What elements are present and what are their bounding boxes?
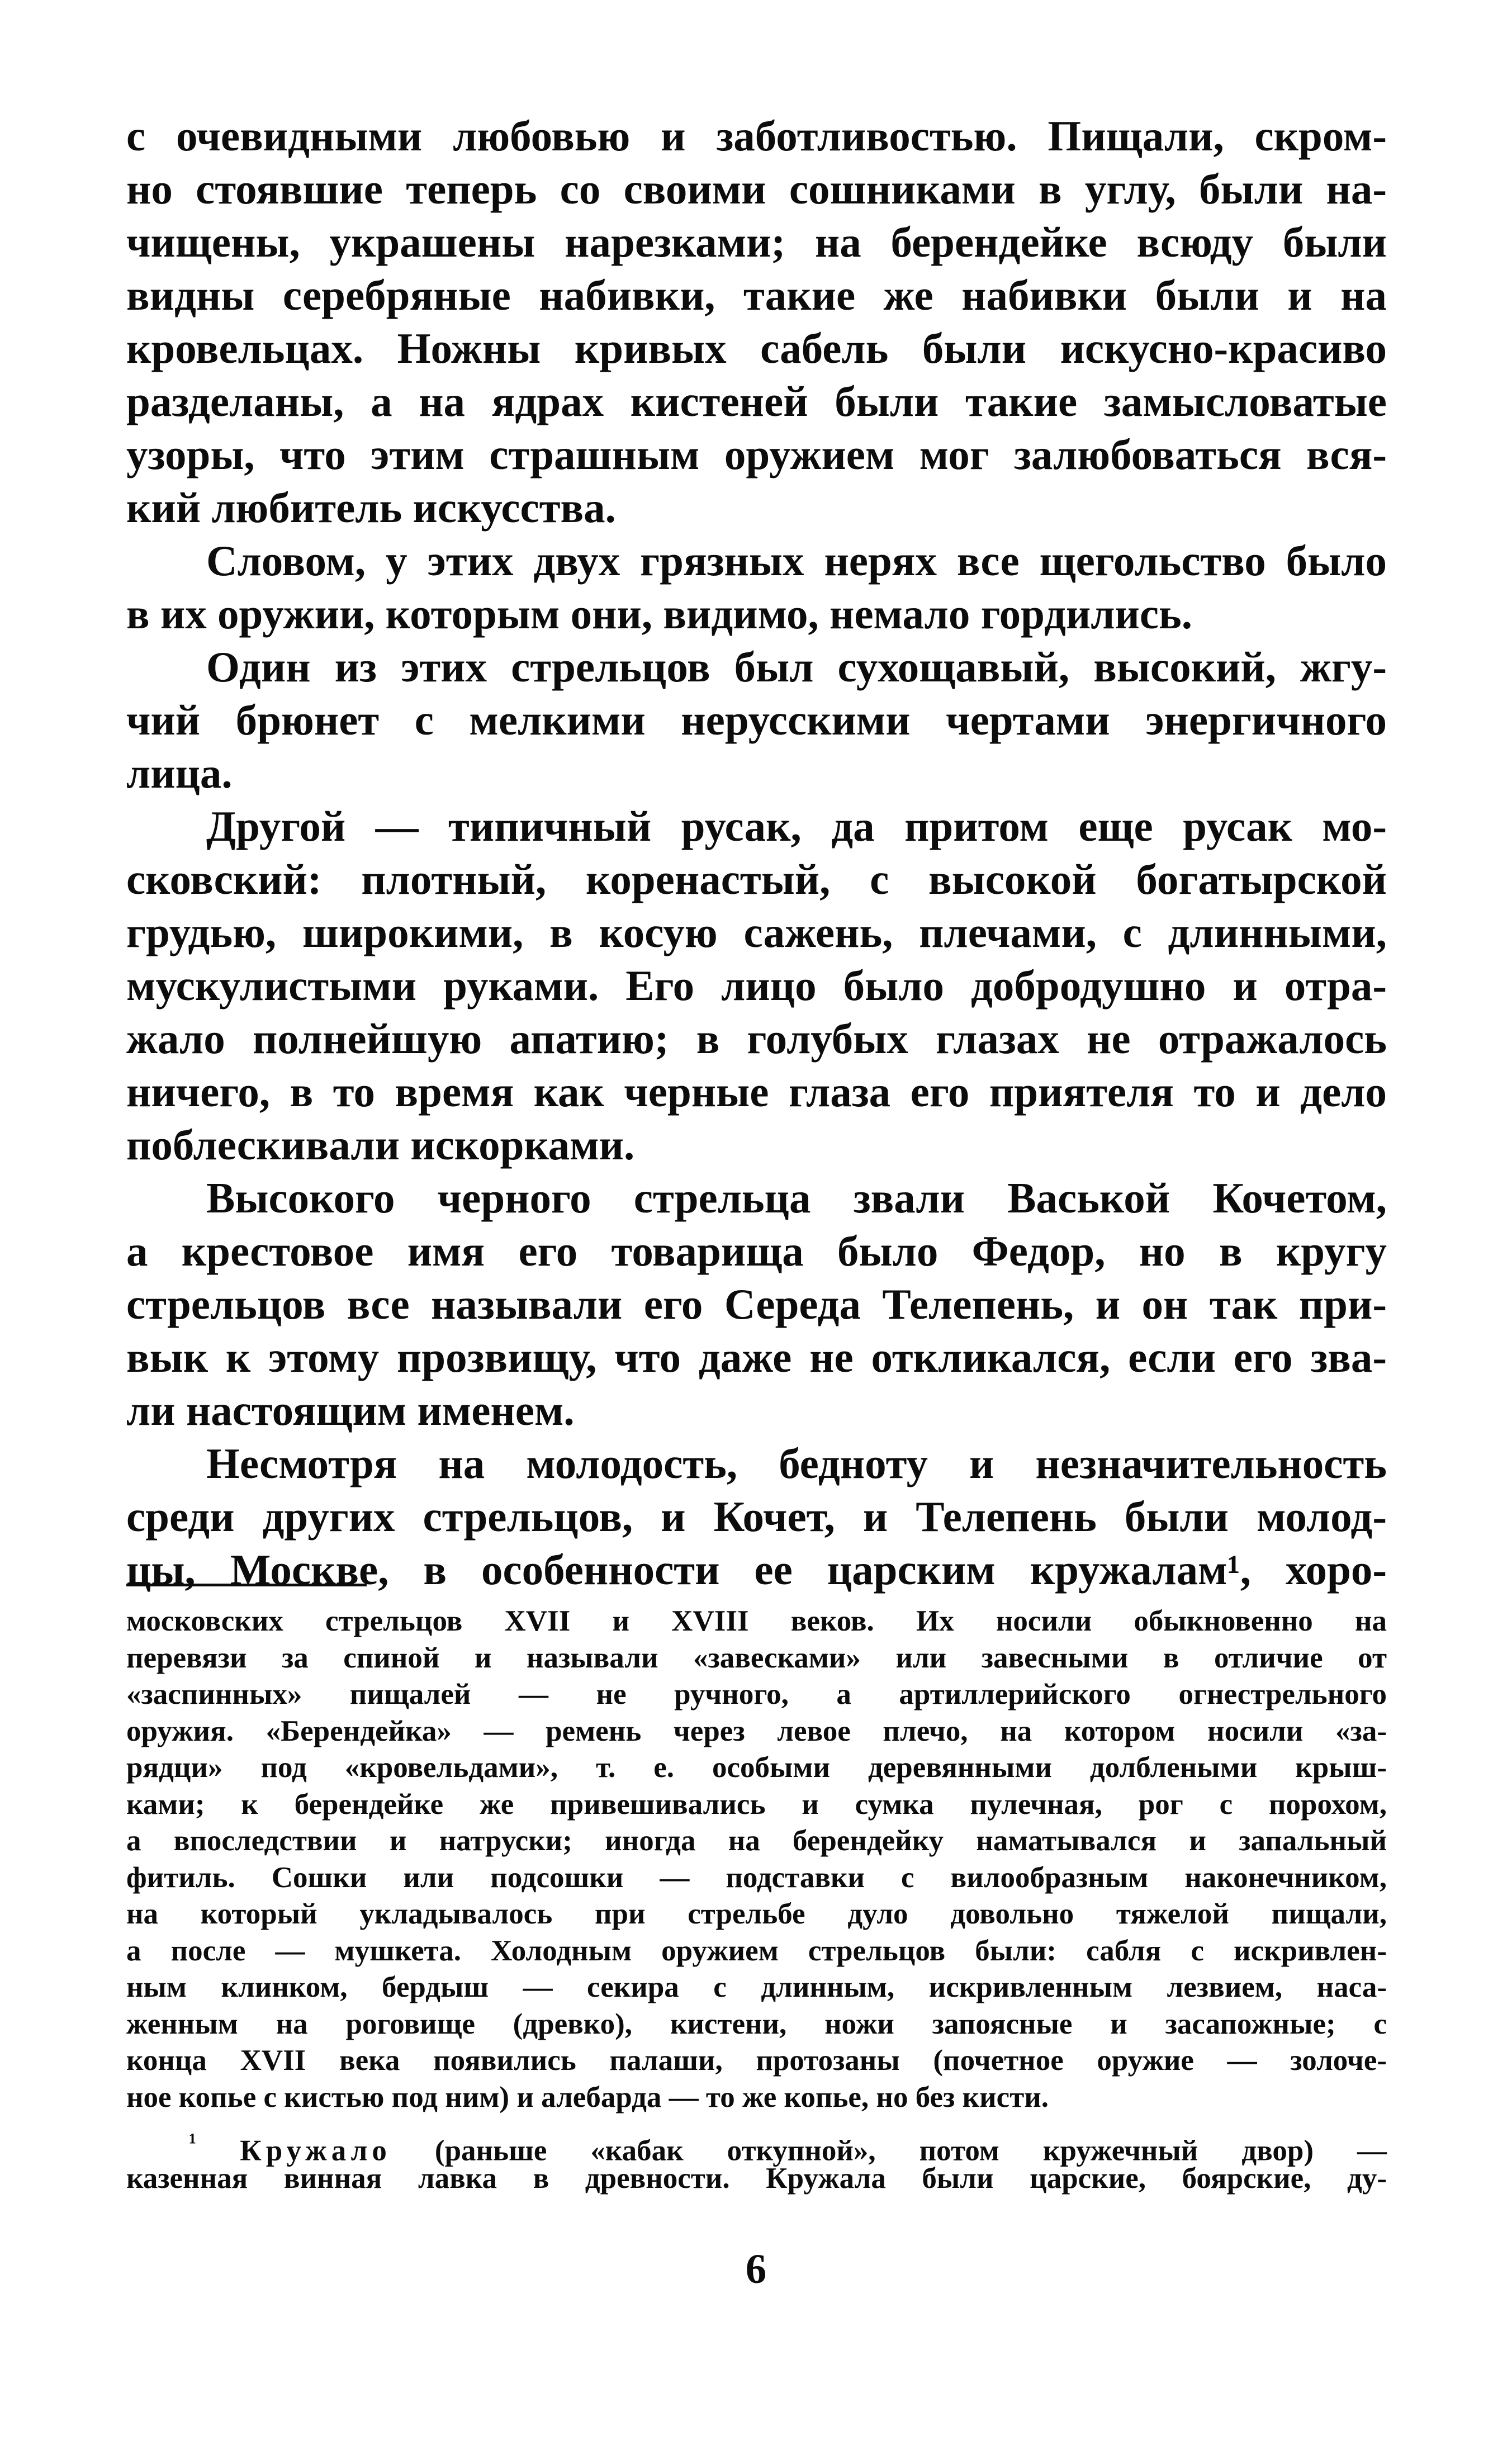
footnote-marker: ¹ [189,2128,197,2155]
footnote-gap [126,2116,1387,2124]
text-line: сковский: плотный, коренастый, с высокой богатырской [126,855,1387,903]
text-line: вык к этому прозвищу, что даже не откликался, если его зва- [126,1333,1387,1381]
text-line: жало полнейшую апатию; в голубых глазах не отражалось [126,1015,1387,1063]
footnote-line: на который укладывалось при стрельбе дуло довольно тяжелой пищали, [126,1898,1387,1930]
text-line: лица. [126,749,233,797]
text-line: стрельцов все называли его Середа Телепень, и он так при- [126,1280,1387,1328]
text-line: Словом, у этих двух грязных нерях все щегольство было [206,537,1387,585]
text-line: узоры, что этим страшным оружием мог залюбоваться вся- [126,430,1387,478]
footnote-kruzhalo-line [126,2124,1387,2167]
footnote-line: московских стрельцов XVII и XVIII веков. Их носили обыкновенно на [126,1605,1387,1637]
footnote-line: ками; к берендейке же привешивались и сумка пулечная, рог с порохом, [126,1788,1387,1821]
text-line: цы, Москве, в особенности ее царским кружалам¹, хоро- [126,1546,1387,1594]
text-line: Другой — типичный русак, да притом еще русак мо- [206,802,1387,850]
footnote-separator [126,1584,367,1586]
footnote-line: ное копье с кистью под ним) и алебарда — то же копье, но без кисти. [126,2081,1049,2114]
footnote-line: ным клинком, бердыш — секира с длинным, искривленным лезвием, наса- [126,1971,1387,2003]
text-line: ли настоящим именем. [126,1386,575,1434]
text-line: ничего, в то время как черные глаза его приятеля то и дело [126,1068,1387,1116]
text-line: среди других стрельцов, и Кочет, и Телепень были молод- [126,1492,1387,1541]
text-line: Несмотря на молодость, бедноту и незначительность [206,1439,1387,1487]
text-line: грудью, широкими, в косую сажень, плечами, с длинными, [126,908,1387,956]
footnote-term: Кружало [240,2134,391,2167]
text-line: поблескивали искорками. [126,1121,635,1169]
text-line: мускулистыми руками. Его лицо было добродушно и отра- [126,961,1387,1010]
footnote-definition: (раньше «кабак откупной», потом кружечный двор) — [434,2134,1387,2167]
text-line: Один из этих стрельцов был сухощавый, высокий, жгу- [206,643,1387,691]
footnote-line: фитиль. Сошки или подсошки — подставки с вилообразным наконечником, [126,1861,1387,1894]
text-line: а крестовое имя его товарища было Федор, но в кругу [126,1227,1387,1275]
footnote-line: перевязи за спиной и называли «завесками» или завесными в отличие от [126,1641,1387,1674]
text-line: разделаны, а на ядрах кистеней были такие замысловатые [126,377,1387,425]
text-line: кий любитель искусства. [126,484,616,532]
footnote-line: «заспинных» пищалей — не ручного, а артиллерийского огнестрельного [126,1678,1387,1710]
footnote-line: а впоследствии и натруски; иногда на берендейку наматывался и запальный [126,1825,1387,1857]
text-line: с очевидными любовью и заботливостью. Пищали, скром- [126,112,1387,160]
text-line: Высокого черного стрельца звали Васькой Кочетом, [206,1174,1387,1222]
text-line: но стоявшие теперь со своими сошниками в углу, были на- [126,165,1387,213]
text-line: в их оружии, которым они, видимо, немало гордились. [126,590,1192,638]
footnote-line: а после — мушкета. Холодным оружием стрельцов были: сабля с искривлен- [126,1934,1387,1967]
footnote-line: женным на роговище (древко), кистени, ножи запоясные и засапожные; с [126,2007,1387,2040]
footnote-line: рядци» под «кровельдами», т. е. особыми деревянными долблеными крыш- [126,1751,1387,1784]
footnote-line: конца XVII века появились палаши, протозаны (почетное оружие — золоче- [126,2044,1387,2077]
page-number: 6 [745,2246,767,2292]
text-line: чищены, украшены нарезками; на берендейке всюду были [126,218,1387,266]
footnote-line: оружия. «Берендейка» — ремень через левое плечо, на котором носили «за- [126,1714,1387,1747]
text-line: кровельцах. Ножны кривых сабель были искусно-красиво [126,324,1387,372]
text-line: видны серебряные набивки, такие же набивки были и на [126,271,1387,319]
footnotes-block [126,1603,1387,2197]
footnote-line: казенная винная лавка в древности. Кружала были царские, боярские, ду- [126,2162,1387,2195]
text-line: чий брюнет с мелкими нерусскими чертами энергичного [126,696,1387,744]
main-text-body [126,110,1387,1596]
